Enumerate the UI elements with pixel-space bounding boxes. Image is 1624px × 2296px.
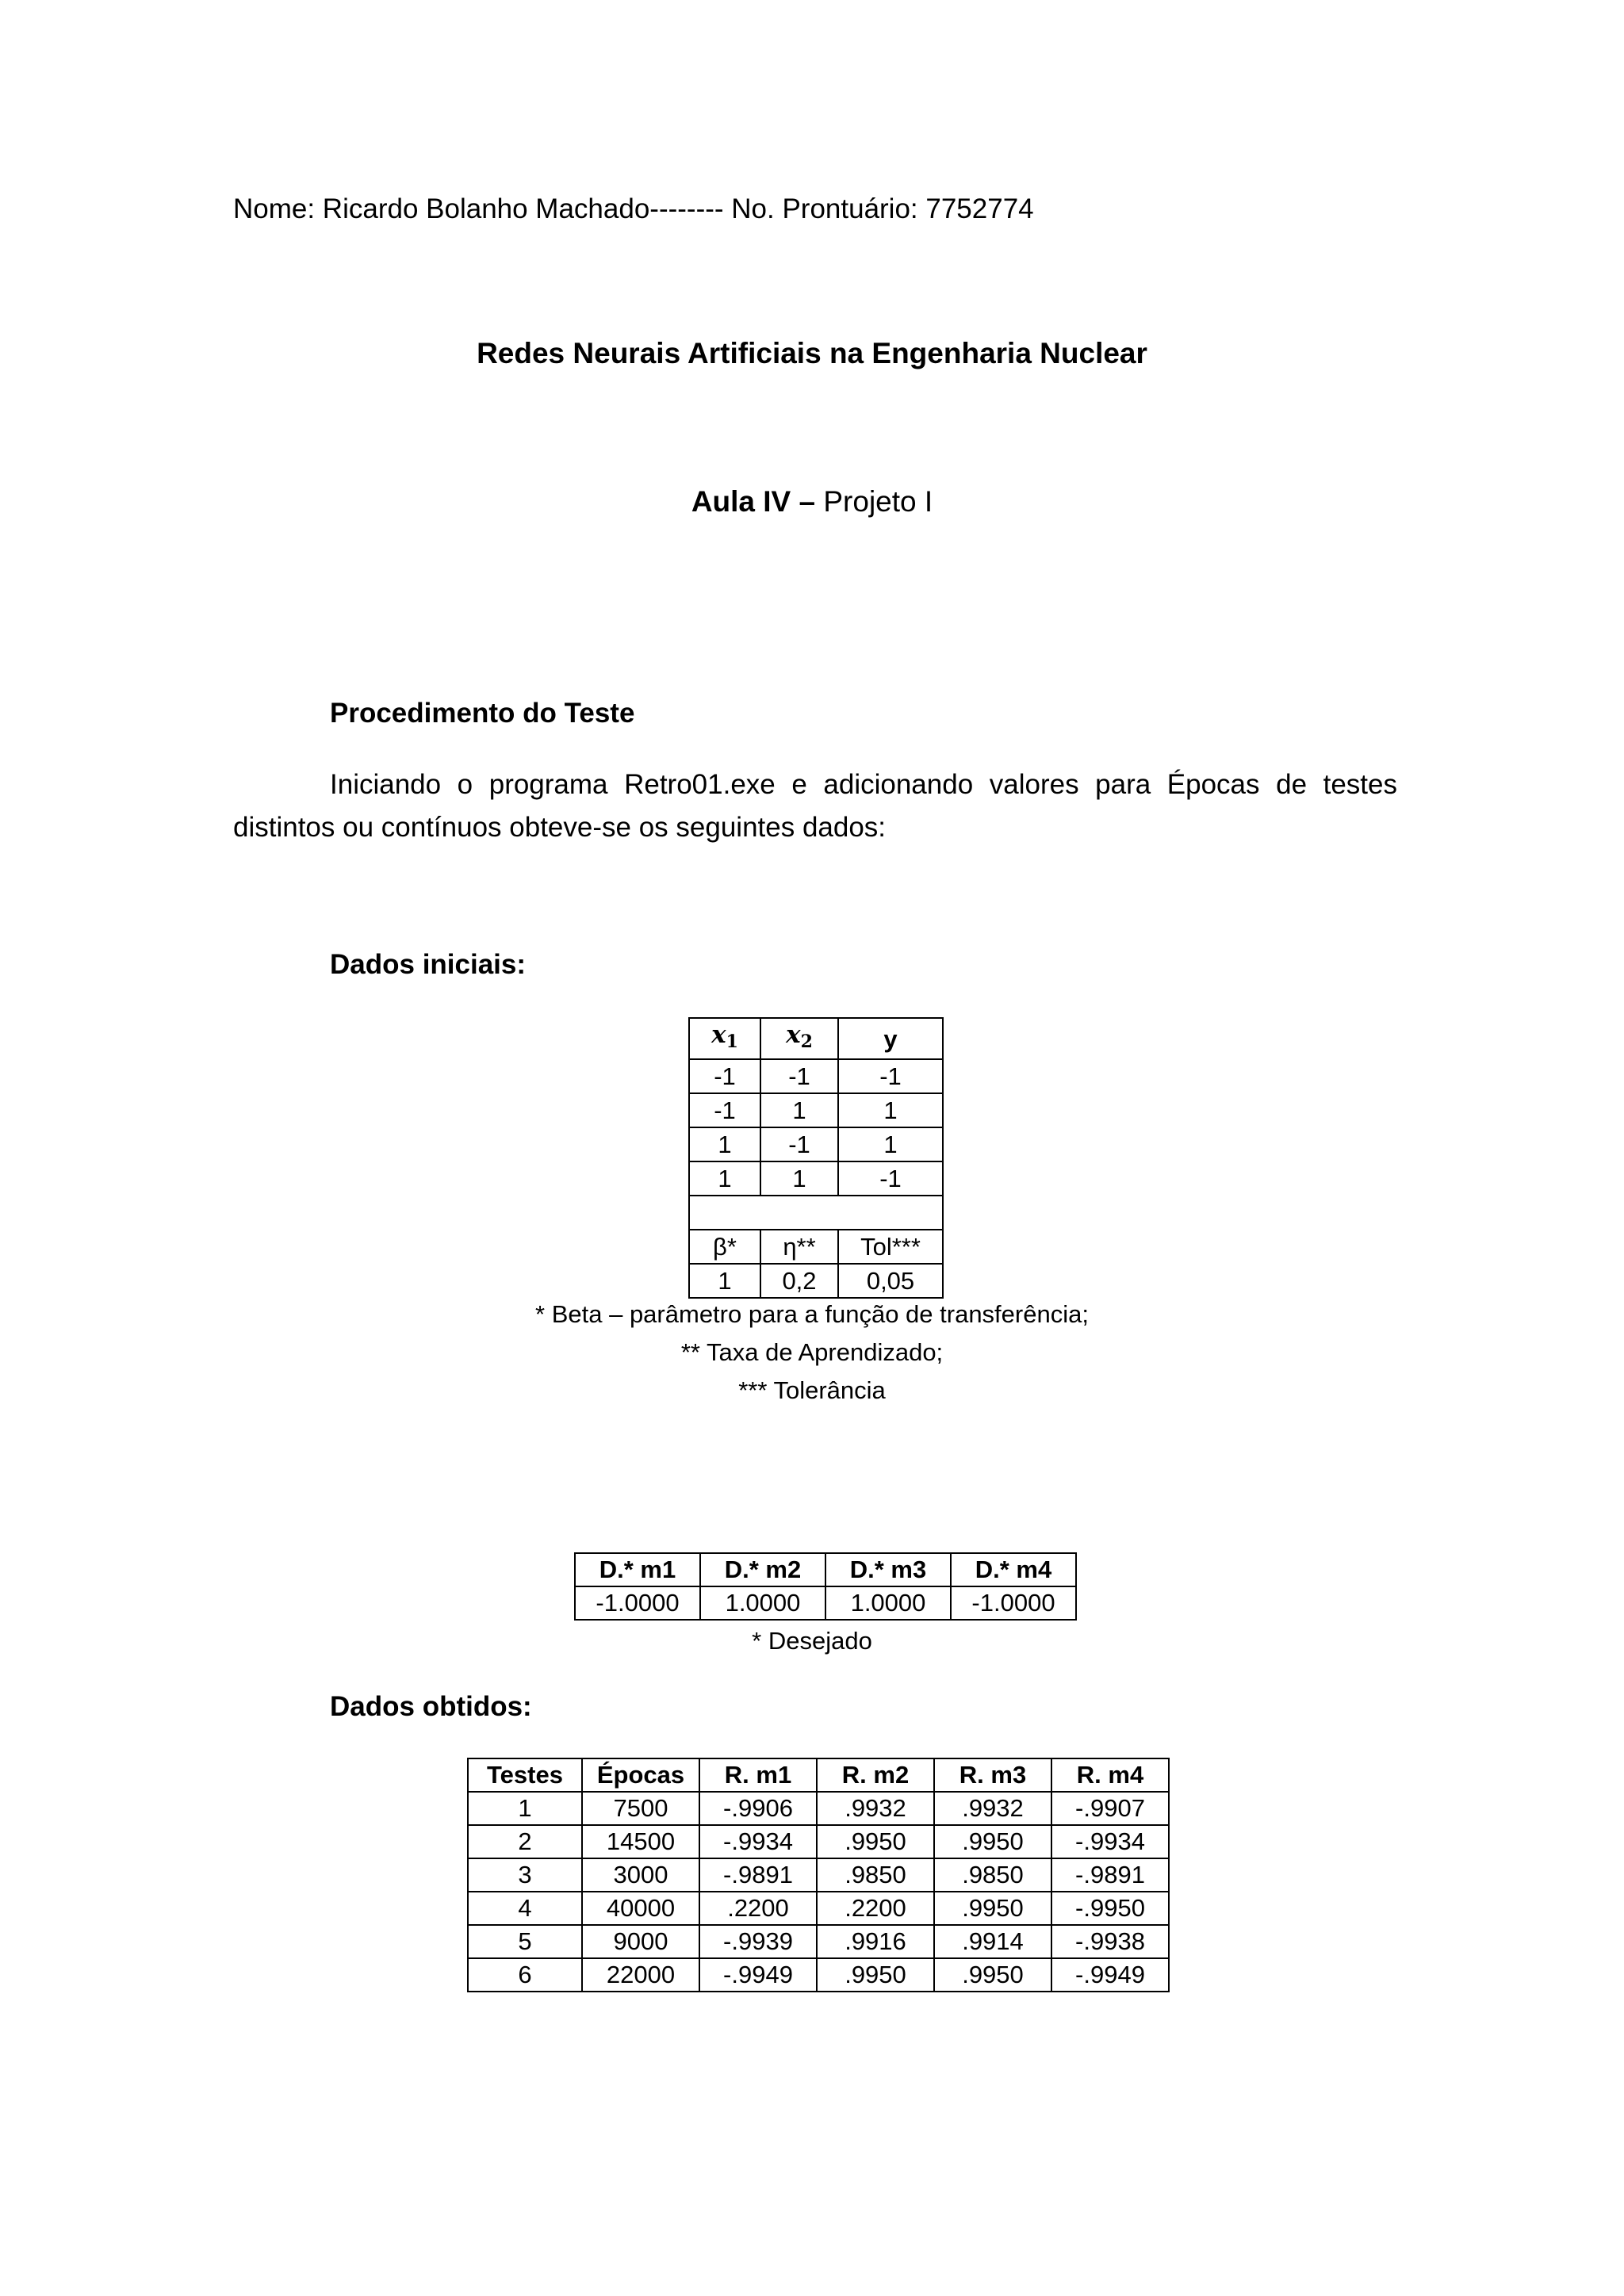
table-row <box>689 1161 943 1196</box>
note-beta: * Beta – parâmetro para a função de transferência; <box>535 1300 1089 1328</box>
param-value-beta: 1 <box>689 1264 760 1298</box>
table-cell: .9932 <box>817 1792 934 1825</box>
table-row <box>468 1892 1169 1925</box>
table-cell: 3000 <box>582 1858 699 1892</box>
table-cell: -1 <box>689 1093 760 1127</box>
table-cell: 40000 <box>582 1892 699 1925</box>
table-cell: -1.0000 <box>951 1586 1076 1620</box>
table-cell: .9950 <box>934 1958 1051 1992</box>
param-value-eta: 0,2 <box>760 1264 838 1298</box>
table-row <box>468 1792 1169 1825</box>
document-subtitle <box>0 485 1624 519</box>
table-cell: .9850 <box>934 1858 1051 1892</box>
table-cell: 1 <box>838 1127 943 1161</box>
table-row <box>468 1825 1169 1858</box>
note-tol: *** Tolerância <box>738 1376 886 1404</box>
table-header-row <box>689 1018 943 1059</box>
table-header-row <box>468 1758 1169 1792</box>
table-cell: 4 <box>468 1892 582 1925</box>
table-cell: -.9906 <box>699 1792 817 1825</box>
table-cell: -.9950 <box>1051 1892 1169 1925</box>
table-cell: 1 <box>689 1161 760 1196</box>
table-row <box>468 1958 1169 1992</box>
table-cell: 1.0000 <box>825 1586 951 1620</box>
table-cell: .2200 <box>817 1892 934 1925</box>
table-row <box>468 1925 1169 1958</box>
table-cell: 22000 <box>582 1958 699 1992</box>
subtitle-normal: Projeto I <box>815 485 933 518</box>
table-cell: 1.0000 <box>700 1586 825 1620</box>
table-cell: 1 <box>838 1093 943 1127</box>
table-cell: -.9891 <box>1051 1858 1169 1892</box>
table-cell: -.9949 <box>699 1958 817 1992</box>
table-cell: -1 <box>760 1059 838 1093</box>
table-cell: -1 <box>760 1127 838 1161</box>
table-cell: .9932 <box>934 1792 1051 1825</box>
table-cell: 1 <box>760 1093 838 1127</box>
table-cell: 14500 <box>582 1825 699 1858</box>
param-header-row <box>689 1230 943 1264</box>
student-name-line: Nome: Ricardo Bolanho Machado-------- No. Prontuário: 7752774 <box>233 193 1034 224</box>
table-header-cell: Testes <box>468 1758 582 1792</box>
table-cell: 1 <box>760 1161 838 1196</box>
header-x1: $x_1$ <box>689 1018 760 1059</box>
param-value-row <box>689 1264 943 1298</box>
initial-data-heading: Dados iniciais: <box>330 949 527 980</box>
table-cell: -1 <box>838 1059 943 1093</box>
table-cell: 5 <box>468 1925 582 1958</box>
table-header-cell: R. m2 <box>817 1758 934 1792</box>
desired-note: * Desejado <box>752 1627 872 1655</box>
table-spacer-cell <box>689 1196 943 1230</box>
table-cell: -1 <box>838 1161 943 1196</box>
subtitle-bold: Aula IV – <box>691 485 816 518</box>
table-cell: 9000 <box>582 1925 699 1958</box>
table-header-cell: D.* m1 <box>575 1553 700 1586</box>
header-x2: $x_2$ <box>760 1018 838 1059</box>
param-value-tol: 0,05 <box>838 1264 943 1298</box>
table-header-cell: D.* m4 <box>951 1553 1076 1586</box>
table-cell: .9950 <box>817 1825 934 1858</box>
table-cell: 2 <box>468 1825 582 1858</box>
table-header-cell: D.* m2 <box>700 1553 825 1586</box>
table-header-row <box>575 1553 1076 1586</box>
table-row <box>689 1093 943 1127</box>
table-cell: -.9938 <box>1051 1925 1169 1958</box>
table-cell: .9950 <box>817 1958 934 1992</box>
procedure-paragraph: Iniciando o programa Retro01.exe e adicionando valores para Épocas de testes distintos ou contínuos obteve-se os seguintes dados: <box>233 769 1397 843</box>
table-cell: .9950 <box>934 1892 1051 1925</box>
table-cell: .9850 <box>817 1858 934 1892</box>
note-eta: ** Taxa de Aprendizado; <box>680 1338 944 1366</box>
table-header-cell: R. m4 <box>1051 1758 1169 1792</box>
table-row <box>468 1858 1169 1892</box>
table-cell: -.9939 <box>699 1925 817 1958</box>
table-cell: -.9934 <box>699 1825 817 1858</box>
param-header-eta: η** <box>760 1230 838 1264</box>
header-y: y <box>838 1018 943 1059</box>
results-table <box>467 1758 1170 1992</box>
initial-data-table <box>688 1017 944 1299</box>
param-header-beta: β* <box>689 1230 760 1264</box>
table-spacer-row <box>689 1196 943 1230</box>
table-header-cell: D.* m3 <box>825 1553 951 1586</box>
parameter-notes <box>0 1295 1624 1410</box>
table-cell: .9950 <box>934 1825 1051 1858</box>
table-cell: .9914 <box>934 1925 1051 1958</box>
obtained-data-heading: Dados obtidos: <box>330 1691 532 1722</box>
table-cell: -.9934 <box>1051 1825 1169 1858</box>
table-cell: 1 <box>689 1127 760 1161</box>
table-header-cell: R. m1 <box>699 1758 817 1792</box>
document-title: Redes Neurais Artificiais na Engenharia Nuclear <box>477 337 1147 369</box>
table-cell: -.9891 <box>699 1858 817 1892</box>
table-header-cell: R. m3 <box>934 1758 1051 1792</box>
desired-table <box>574 1552 1077 1621</box>
table-cell: -1 <box>689 1059 760 1093</box>
table-row <box>689 1059 943 1093</box>
table-cell: -.9907 <box>1051 1792 1169 1825</box>
table-cell: .2200 <box>699 1892 817 1925</box>
table-cell: 7500 <box>582 1792 699 1825</box>
table-row <box>575 1586 1076 1620</box>
table-header-cell: Épocas <box>582 1758 699 1792</box>
table-cell: 6 <box>468 1958 582 1992</box>
table-cell: -.9949 <box>1051 1958 1169 1992</box>
table-cell: 3 <box>468 1858 582 1892</box>
param-header-tol: Tol*** <box>838 1230 943 1264</box>
table-row <box>689 1127 943 1161</box>
table-cell: 1 <box>468 1792 582 1825</box>
table-cell: -1.0000 <box>575 1586 700 1620</box>
table-cell: .9916 <box>817 1925 934 1958</box>
procedure-heading: Procedimento do Teste <box>330 698 635 729</box>
